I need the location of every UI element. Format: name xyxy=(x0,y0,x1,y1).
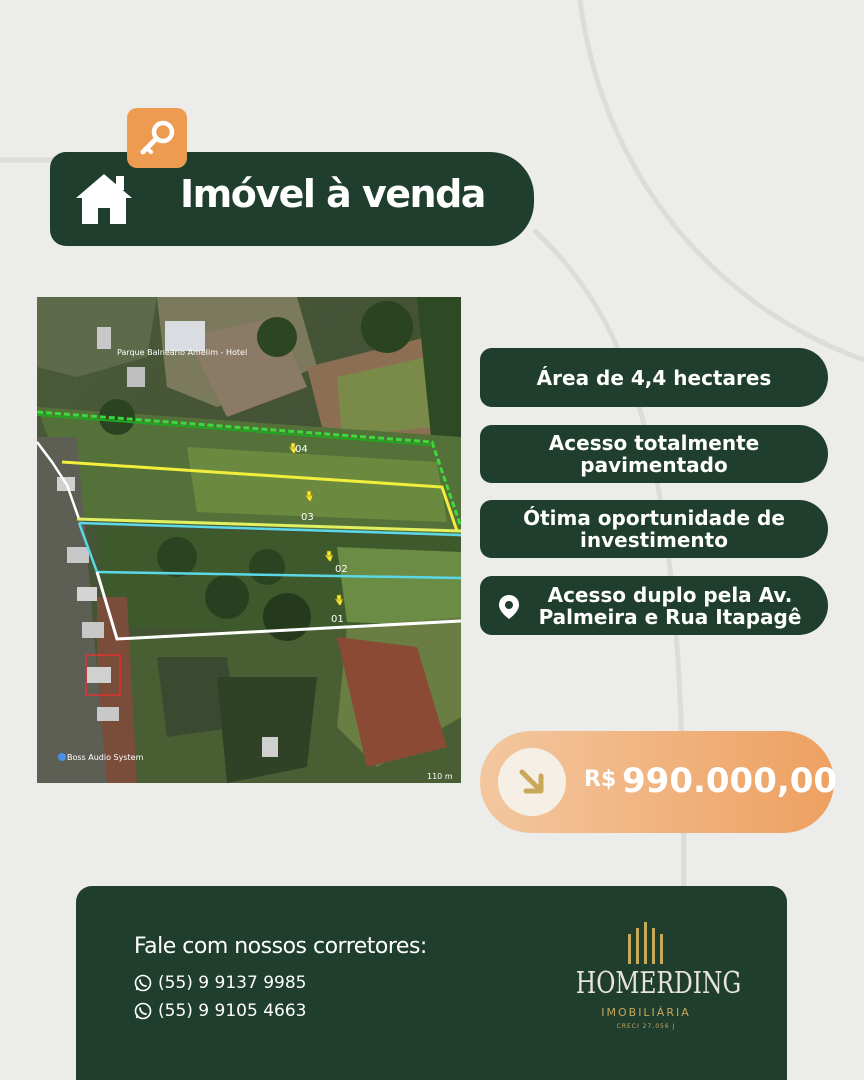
feature-paved-access xyxy=(480,425,828,483)
feature-paved-access-text: Acesso totalmente pavimentado xyxy=(548,431,760,477)
phone-item[interactable] xyxy=(134,1001,306,1021)
map-label-lot-04: 04 xyxy=(295,444,308,455)
feature-double-access-text: Acesso duplo pela Av. Palmeira e Rua Itapagê xyxy=(538,582,802,629)
phone-number: (55) 9 9137 9985 xyxy=(158,973,307,993)
page-title: Imóvel à venda xyxy=(180,172,485,216)
company-logo xyxy=(556,922,742,1042)
map-label-lot-02: 02 xyxy=(335,564,348,575)
map-image xyxy=(37,297,461,783)
feature-area-text: Área de 4,4 hectares xyxy=(536,365,772,390)
logo-name: HOMERDING xyxy=(575,966,742,1001)
logo-subtitle: IMOBILIÁRIA xyxy=(601,1006,691,1019)
map-pin-icon xyxy=(498,594,520,620)
logo-creci: CRECI 27.056 J xyxy=(616,1023,676,1030)
map-label-parque: Parque Balneário Amelim - Hotel xyxy=(117,348,248,357)
header-banner xyxy=(50,152,534,246)
map-label-boss: Boss Audio System xyxy=(67,753,144,762)
price-currency: R$ xyxy=(584,767,617,792)
phone-number: (55) 9 9105 4663 xyxy=(158,1001,307,1021)
map-label-lot-01: 01 xyxy=(331,614,344,625)
key-badge xyxy=(127,108,187,168)
key-icon xyxy=(137,118,177,158)
contact-footer xyxy=(76,886,787,1080)
map-label-lot-03: 03 xyxy=(301,512,314,523)
price-arrow-circle xyxy=(498,748,566,816)
arrow-down-right-icon xyxy=(514,764,550,800)
contact-title: Fale com nossos corretores: xyxy=(134,934,427,959)
price-badge xyxy=(480,731,838,833)
feature-investment xyxy=(480,500,828,558)
satellite-map xyxy=(37,297,461,783)
whatsapp-icon xyxy=(134,1002,152,1020)
feature-double-access xyxy=(480,576,828,635)
house-icon xyxy=(72,168,136,228)
price-value: 990.000,00 xyxy=(622,761,838,801)
feature-area xyxy=(480,348,828,407)
logo-bars-icon xyxy=(622,922,670,964)
map-place-marker xyxy=(58,753,66,761)
map-scale-label: 110 m xyxy=(427,772,453,781)
feature-investment-text: Ótima oportunidade de investimento xyxy=(523,506,785,552)
phone-item[interactable] xyxy=(134,973,306,993)
whatsapp-icon xyxy=(134,974,152,992)
